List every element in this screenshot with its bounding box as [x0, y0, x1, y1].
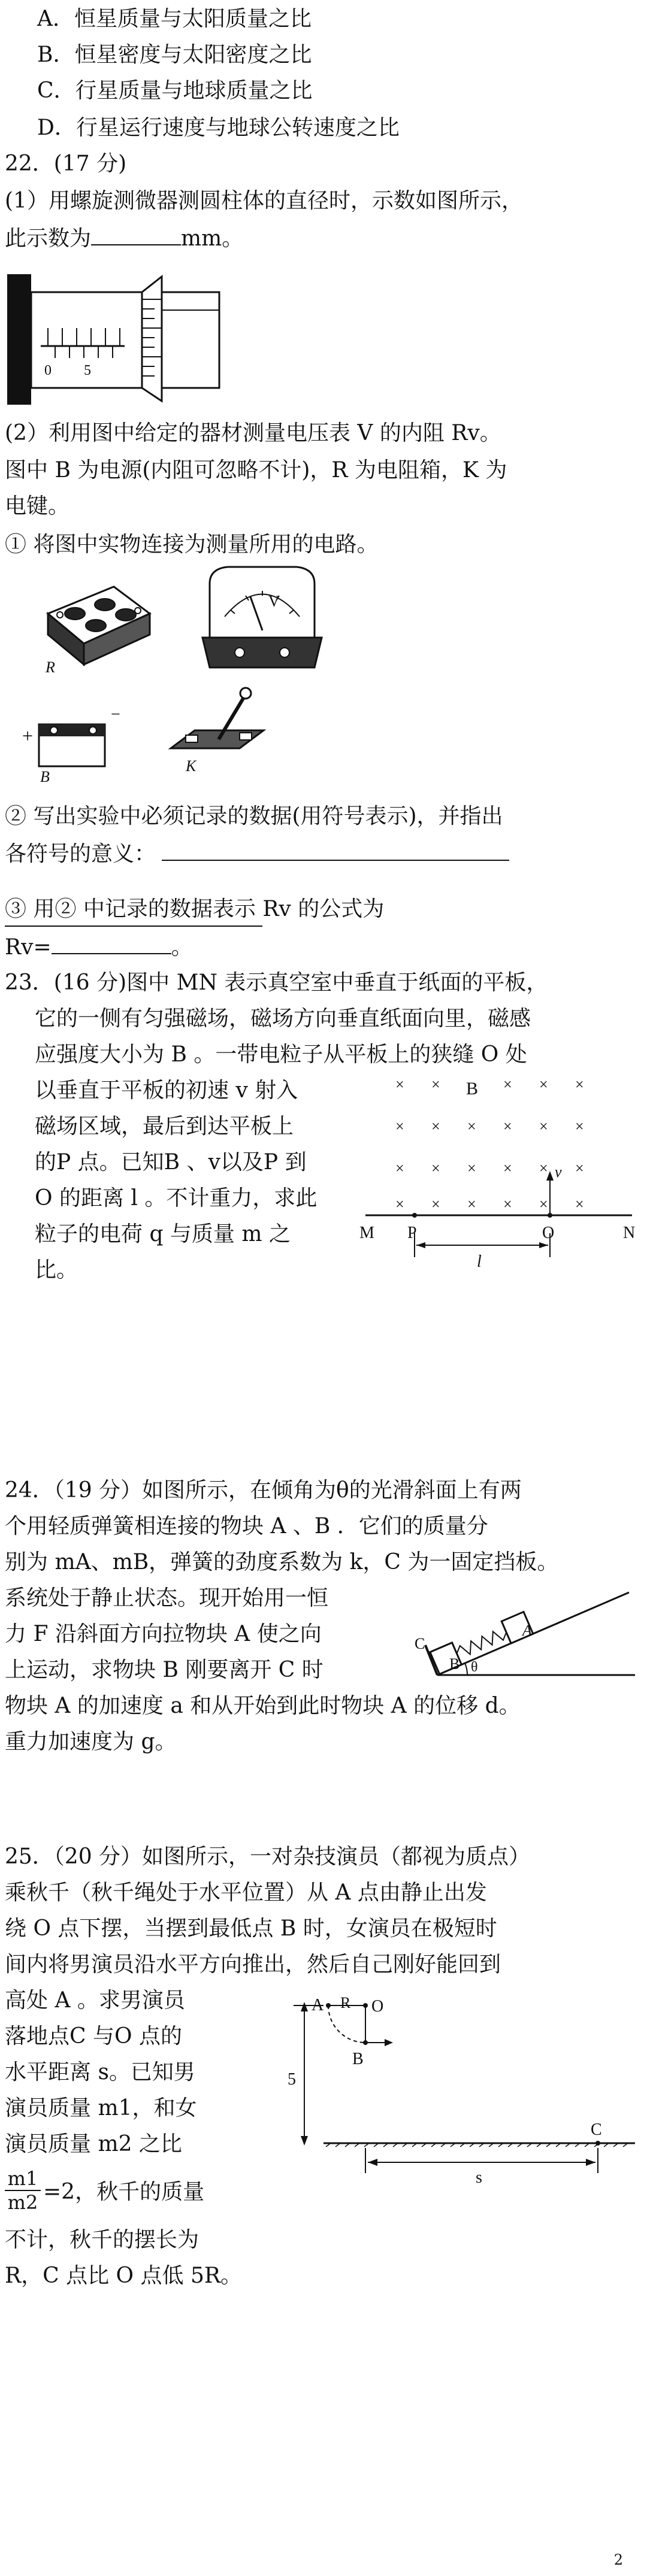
- label-plus: +: [22, 725, 34, 747]
- label-a: A: [312, 1996, 324, 2014]
- cross-r1-5: ×: [539, 1076, 548, 1093]
- label-c: C: [591, 2120, 602, 2139]
- label-s: s: [476, 2168, 482, 2185]
- label-field-b: B: [466, 1079, 479, 1099]
- cross-r3-2: ×: [431, 1160, 440, 1177]
- q25-line-12: R，C 点比 O 点低 5R。: [5, 2264, 242, 2288]
- q22-header: 22．(17 分): [5, 151, 127, 176]
- q24-line-2: 个用轻质弹簧相连接的物块 A 、B ．它们的质量分: [5, 1514, 488, 1539]
- q25-line-3: 绕 O 点下摆，当摆到最低点 B 时，女演员在极短时: [5, 1916, 497, 1941]
- option-c: C．行星质量与地球质量之比: [37, 78, 313, 103]
- cross-r2-6: ×: [575, 1118, 584, 1135]
- option-d: D．行星运行速度与地球公转速度之比: [37, 116, 400, 140]
- cross-r3-6: ×: [575, 1160, 584, 1177]
- cross-r3-1: ×: [395, 1160, 404, 1177]
- q25-line-4: 间内将男演员沿水平方向推出，然后自己刚好能回到: [5, 1952, 501, 1977]
- q24-line-5: 力 F 沿斜面方向拉物块 A 使之向: [5, 1622, 322, 1646]
- cross-r2-2: ×: [431, 1118, 440, 1135]
- option-a: A．恒星质量与太阳质量之比: [37, 7, 312, 31]
- q23-line-6: 的P 点。已知B 、v以及P 到: [35, 1150, 307, 1175]
- q25-line-7: 水平距离 s。已知男: [5, 2060, 195, 2085]
- label-p: P: [407, 1224, 417, 1242]
- q23-line-2: 它的一侧有匀强磁场，磁场方向垂直纸面向里，磁感: [35, 1006, 531, 1031]
- q22-step3-line1: ③ 用② 中记录的数据表示 Rv 的公式为: [5, 897, 385, 921]
- q22-part1-line2: [5, 223, 243, 253]
- q24-line-3: 别为 mA、mB，弹簧的劲度系数为 k，C 为一固定挡板。: [5, 1550, 559, 1574]
- label-block-a: A: [522, 1622, 532, 1639]
- q22-step2-line2: [5, 838, 509, 869]
- q23-line-7: O 的距离 l 。不计重力，求此: [35, 1186, 318, 1210]
- q22-step2-prefix: 各符号的意义：: [5, 842, 156, 866]
- label-b: B: [352, 2050, 364, 2068]
- q23-line-1: 23．(16 分)图中 MN 表示真空室中垂直于纸面的平板，: [5, 970, 548, 995]
- voltmeter-figure: [198, 560, 326, 679]
- q22-step3-line2: [5, 932, 193, 962]
- label-v: V: [268, 593, 280, 610]
- label-o: O: [371, 1997, 384, 2016]
- answer-blank-formula[interactable]: [52, 932, 171, 954]
- label-block-b: B: [449, 1655, 460, 1673]
- q25-line-9: 演员质量 m2 之比: [5, 2132, 182, 2156]
- q25-line-11: 不计，秋千的摆长为: [5, 2228, 199, 2252]
- cross-r3-3: ×: [467, 1160, 476, 1177]
- cross-r1-6: ×: [575, 1076, 584, 1093]
- label-n: N: [623, 1224, 636, 1242]
- label-minus: −: [111, 706, 120, 724]
- cross-r3-5: ×: [539, 1160, 548, 1177]
- label-k: K: [186, 757, 196, 775]
- cross-r1-2: ×: [431, 1076, 440, 1093]
- incline-figure: [413, 1580, 641, 1685]
- q22-part2-line3: 电键。: [5, 494, 70, 518]
- q22-step1: ① 将图中实物连接为测量所用的电路。: [5, 532, 379, 557]
- swing-figure: [288, 1994, 641, 2185]
- battery-figure: [21, 706, 141, 784]
- q23-line-4: 以垂直于平板的初速 v 射入: [35, 1078, 298, 1103]
- cross-r4-1: ×: [395, 1196, 404, 1213]
- cross-r4-5: ×: [539, 1196, 548, 1213]
- label-r: R: [46, 659, 55, 676]
- cross-r2-5: ×: [539, 1118, 548, 1135]
- page-number: 2: [613, 2551, 623, 2568]
- answer-blank-micrometer[interactable]: [91, 223, 181, 245]
- q23-line-8: 粒子的电荷 q 与质量 m 之: [35, 1222, 291, 1246]
- label-b: B: [40, 768, 50, 784]
- label-theta: θ: [471, 1659, 478, 1675]
- option-b: B．恒星密度与太阳密度之比: [37, 43, 312, 67]
- label-l: l: [477, 1252, 482, 1269]
- label-height-5: 5: [288, 2070, 296, 2089]
- magnetic-field-figure: [359, 1072, 641, 1269]
- fraction-numerator: m1: [5, 2167, 41, 2191]
- cross-r1-4: ×: [503, 1076, 512, 1093]
- switch-figure: [162, 682, 282, 784]
- q22-part1-unit: mm。: [181, 226, 244, 251]
- cross-r2-3: ×: [467, 1118, 476, 1135]
- q22-step2-line1: ② 写出实验中必须记录的数据(用符号表示)，并指出: [5, 804, 503, 829]
- q22-formula-prefix: Rv=: [5, 935, 52, 960]
- q22-part2-line1: (2）利用图中给定的器材测量电压表 V 的内阻 Rv。: [5, 421, 501, 445]
- q22-part2-line2: 图中 B 为电源(内阻可忽略不计)，R 为电阻箱，K 为: [5, 458, 507, 483]
- q23-line-3: 应强度大小为 B 。一带电粒子从平板上的狭缝 O 处: [35, 1042, 527, 1067]
- q23-line-9: 比。: [35, 1258, 78, 1282]
- q24-line-1: 24．（19 分）如图所示，在倾角为θ的光滑斜面上有两: [5, 1478, 522, 1503]
- mass-ratio-fraction: [5, 2167, 41, 2214]
- resistance-box-figure: [42, 578, 156, 676]
- micrometer-figure: [5, 268, 220, 411]
- micro-tick-5: 5: [84, 363, 91, 378]
- q24-line-4: 系统处于静止状态。现开始用一恒: [5, 1586, 329, 1610]
- cross-r3-4: ×: [503, 1160, 512, 1177]
- q23-line-5: 磁场区域，最后到达平板上: [35, 1114, 294, 1139]
- q25-line-6: 落地点C 与O 点的: [5, 2024, 182, 2049]
- answer-blank-data[interactable]: [162, 838, 509, 861]
- q24-line-6: 上运动，求物块 B 刚要离开 C 时: [5, 1658, 324, 1682]
- cross-r4-3: ×: [467, 1196, 476, 1213]
- q25-line-5: 高处 A 。求男演员: [5, 1988, 185, 2013]
- micro-tick-0: 0: [44, 363, 52, 378]
- label-r: R: [340, 1994, 351, 2011]
- label-stop-c: C: [415, 1635, 425, 1652]
- q22-formula-end: 。: [171, 935, 193, 960]
- cross-r4-2: ×: [431, 1196, 440, 1213]
- label-o: O: [542, 1224, 555, 1242]
- q25-line-10: =2，秋千的质量: [43, 2180, 205, 2204]
- q22-part1-line1: (1）用螺旋测微器测圆柱体的直径时，示数如图所示，: [5, 189, 523, 213]
- cross-r4-4: ×: [503, 1196, 512, 1213]
- cross-r4-6: ×: [575, 1196, 584, 1213]
- cross-r2-4: ×: [503, 1118, 512, 1135]
- q25-line-1: 25．（20 分）如图所示，一对杂技演员（都视为质点）: [5, 1844, 531, 1869]
- q25-line-2: 乘秋千（秋千绳处于水平位置）从 A 点由静止出发: [5, 1880, 487, 1905]
- cross-r1-1: ×: [395, 1076, 404, 1093]
- q24-line-8: 重力加速度为 g。: [5, 1730, 177, 1754]
- answer-blank-line: [5, 926, 262, 927]
- fraction-denominator: m2: [7, 2191, 38, 2214]
- q24-line-7: 物块 A 的加速度 a 和从开始到此时物块 A 的位移 d。: [5, 1694, 521, 1718]
- q25-line-8: 演员质量 m1，和女: [5, 2096, 197, 2120]
- cross-r2-1: ×: [395, 1118, 404, 1135]
- label-v: v: [555, 1163, 562, 1181]
- label-m: M: [359, 1224, 374, 1242]
- q22-part1-prefix: 此示数为: [5, 226, 92, 251]
